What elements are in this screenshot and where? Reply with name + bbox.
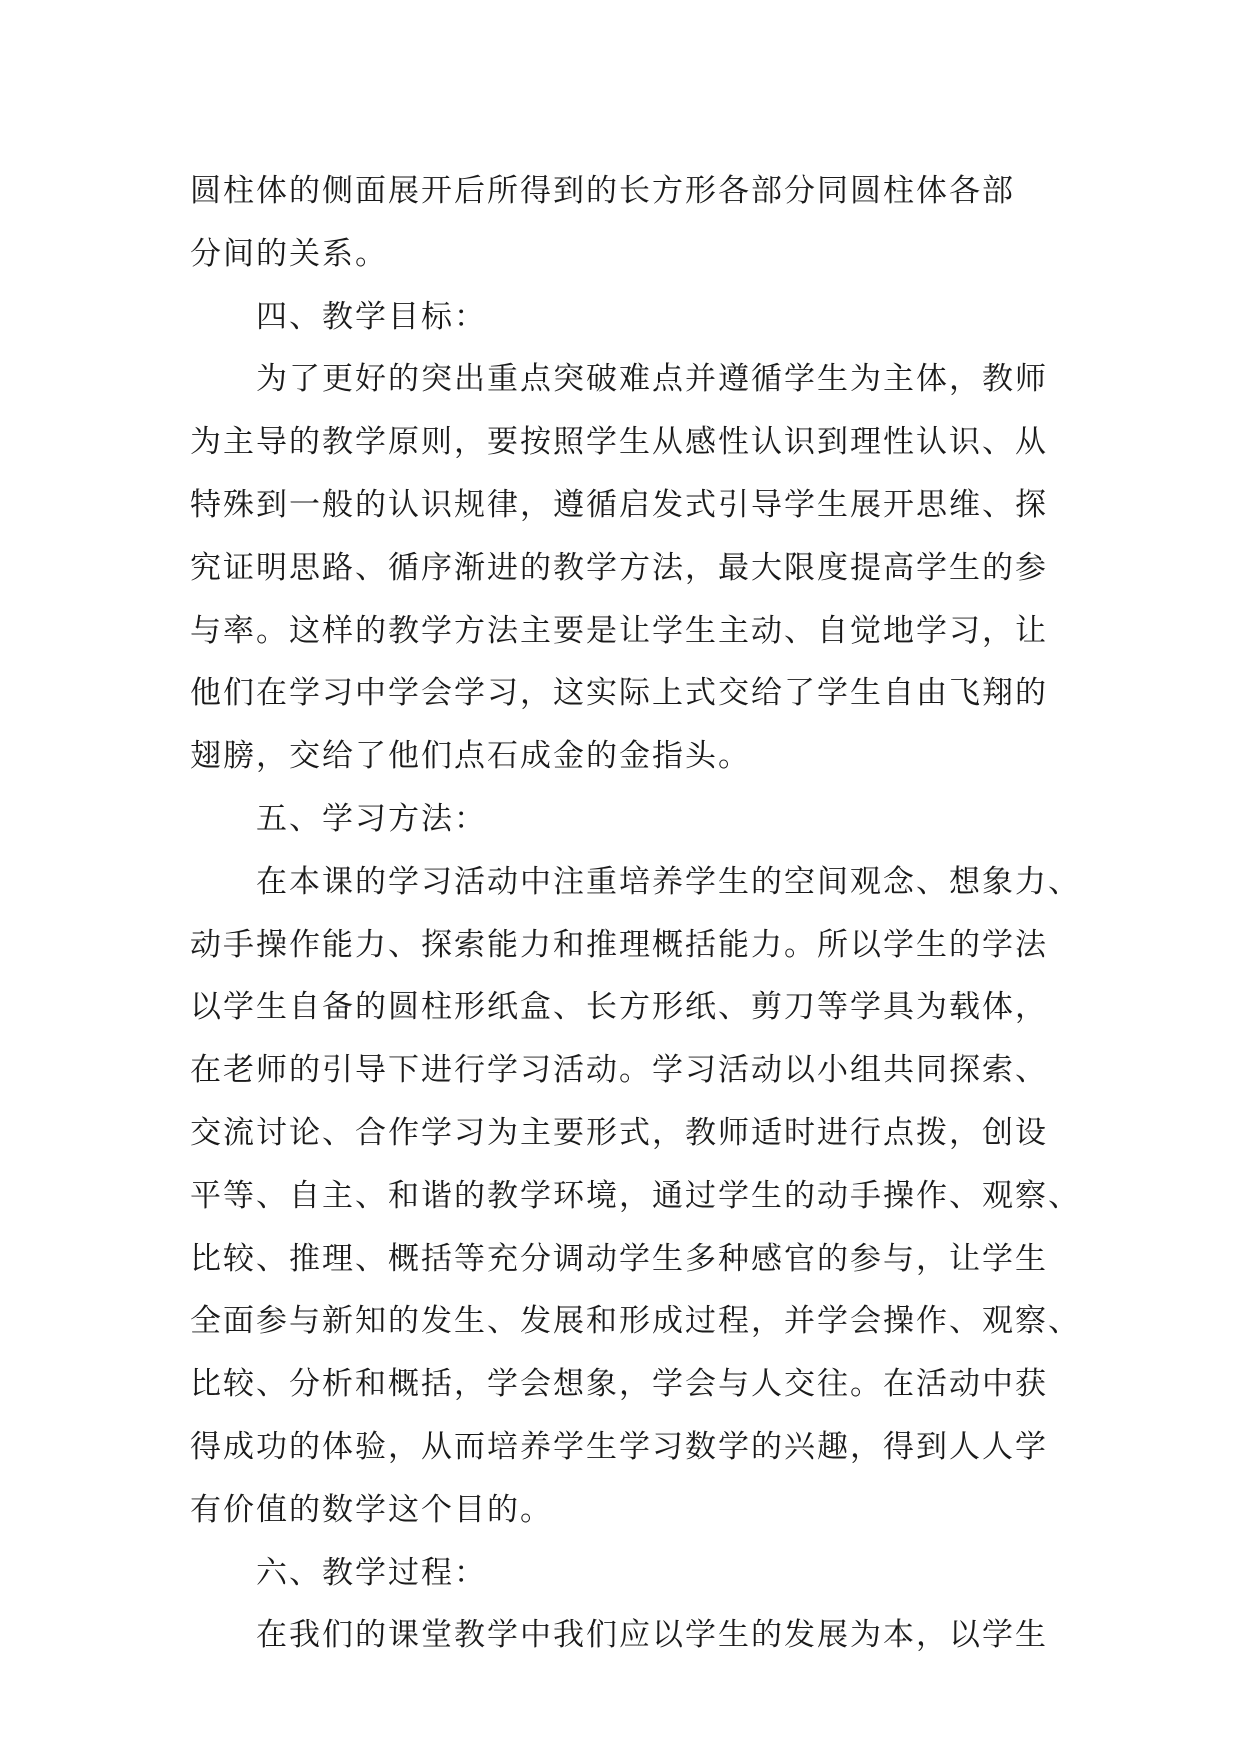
text-line: 在本课的学习活动中注重培养学生的空间观念、想象力、	[256, 863, 1081, 900]
text-line: 得成功的体验，从而培养学生学习数学的兴趣，得到人人学	[190, 1428, 1048, 1465]
section-heading: 六、教学过程：	[256, 1554, 487, 1591]
section-heading: 四、教学目标：	[256, 298, 487, 335]
text-line: 为了更好的突出重点突破难点并遵循学生为主体，教师	[256, 361, 1048, 398]
text-line: 究证明思路、循序渐进的教学方法，最大限度提高学生的参	[190, 549, 1048, 586]
text-line: 比较、推理、概括等充分调动学生多种感官的参与，让学生	[190, 1240, 1048, 1277]
text-line: 圆柱体的侧面展开后所得到的长方形各部分同圆柱体各部	[190, 173, 1015, 209]
text-line: 动手操作能力、探索能力和推理概括能力。所以学生的学法	[190, 926, 1048, 963]
text-line: 与率。这样的教学方法主要是让学生主动、自觉地学习，让	[190, 612, 1048, 649]
section-heading: 五、学习方法：	[256, 800, 487, 837]
document-body	[190, 160, 1081, 1667]
text-line: 在老师的引导下进行学习活动。学习活动以小组共同探索、	[190, 1052, 1048, 1089]
text-line: 翅膀，交给了他们点石成金的金指头。	[190, 738, 751, 775]
text-line: 平等、自主、和谐的教学环境，通过学生的动手操作、观察、	[190, 1177, 1081, 1214]
text-line: 在我们的课堂教学中我们应以学生的发展为本，以学生	[256, 1617, 1048, 1654]
text-line: 有价值的数学这个目的。	[190, 1491, 553, 1528]
text-line: 为主导的教学原则，要按照学生从感性认识到理性认识、从	[190, 424, 1048, 461]
text-line: 交流讨论、合作学习为主要形式，教师适时进行点拨，创设	[190, 1114, 1048, 1151]
text-line: 分间的关系。	[190, 235, 388, 272]
text-line: 以学生自备的圆柱形纸盒、长方形纸、剪刀等学具为载体，	[190, 989, 1048, 1026]
text-line: 他们在学习中学会学习，这实际上式交给了学生自由飞翔的	[190, 675, 1048, 712]
text-line: 全面参与新知的发生、发展和形成过程，并学会操作、观察、	[190, 1303, 1081, 1340]
text-line: 比较、分析和概括，学会想象，学会与人交往。在活动中获	[190, 1366, 1048, 1403]
text-line: 特殊到一般的认识规律，遵循启发式引导学生展开思维、探	[190, 486, 1048, 523]
